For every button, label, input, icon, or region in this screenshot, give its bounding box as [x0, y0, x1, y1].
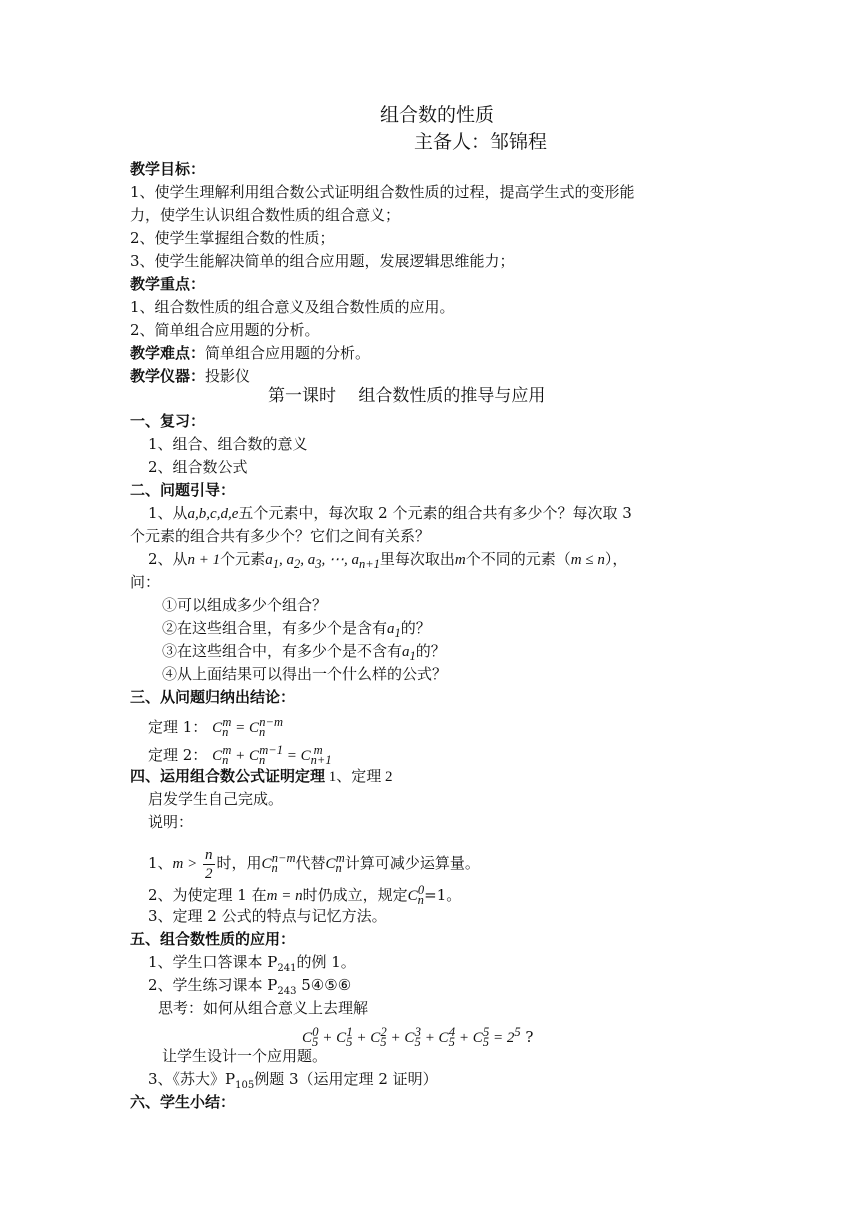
sub-question-2-text: ②在这些组合里，有多少个是含有: [162, 619, 388, 637]
note-2-text-b: 时仍成立，规定: [302, 886, 408, 904]
application-3-page: 105: [235, 1080, 255, 1091]
application-2-page: 243: [277, 986, 297, 997]
goal-3: 3、使学生能解决简单的组合应用题，发展逻辑思维能力；: [130, 252, 515, 270]
question-2-line-1: [148, 548, 627, 575]
application-1-end: 的例 1。: [296, 953, 356, 971]
q2-sequence: $a_1$, $a_2$, $a_3$, ⋯, $a_{n+1}$: [265, 552, 380, 571]
section-6-heading: 六、学生小结：: [130, 1093, 236, 1111]
sub-question-4: ④从上面结果可以得出一个什么样的公式？: [162, 665, 448, 683]
section-4-heading-text: 四、运用组合数公式证明定理: [130, 767, 326, 785]
note-2-equality: m = n: [266, 888, 303, 904]
goals-heading: 教学目标：: [130, 160, 206, 178]
application-2-text: 2、学生练习课本 P: [148, 976, 278, 994]
theorem-2-label: 定理 2：: [148, 746, 208, 764]
sub-question-3-text: ③在这些组合中，有多少个是不含有: [162, 642, 403, 660]
section-5-heading: 五、组合数性质的应用：: [130, 930, 296, 948]
application-3-text: 3、《苏大》P: [148, 1070, 236, 1088]
note-1-number: 1、: [148, 854, 173, 872]
q1-rest: 五个元素中，每次取 2 个元素的组合共有多少个？每次取 3: [238, 504, 632, 522]
note-1-formula-b: $C_n^m$: [325, 851, 345, 875]
application-2-exercises: 5④⑤⑥: [296, 976, 352, 994]
a1-symbol: $a_1$: [387, 621, 401, 640]
question-2-line-2: 问：: [130, 573, 161, 591]
q1-element-set: a,b,c,d,e: [187, 506, 239, 522]
question-1-line-2: 个元素的组合共有多少个？它们之间有关系？: [130, 527, 431, 545]
goal-1-line-1: 1、使学生理解利用组合数公式证明组合数性质的过程，提高学生式的变形能: [130, 183, 635, 201]
note-2-formula: $C_n^0$: [407, 883, 425, 907]
focus-heading: 教学重点：: [130, 275, 206, 293]
instrument-line: [130, 365, 250, 387]
doc-title: 组合数的性质: [380, 104, 495, 126]
goal-1-line-2: 力，使学生认识组合数性质的组合意义；: [130, 206, 401, 224]
doc-author: 主备人：邹锦程: [414, 131, 548, 153]
q2-n-plus-1: n + 1: [187, 552, 221, 568]
q2-mid-2: 里每次取出: [379, 550, 455, 568]
n-over-2-fraction: $\frac{n}{2}$: [205, 847, 213, 883]
note-1-text-a: 时，用: [216, 854, 262, 872]
theorem-1-label: 定理 1：: [148, 718, 208, 736]
sub-question-1: ①可以组成多少个组合？: [162, 596, 328, 614]
section-4-heading-theorems: 1、定理 2: [325, 769, 393, 785]
explanation-label: 说明：: [148, 813, 194, 831]
proof-instruction: 启发学生自己完成。: [148, 790, 284, 808]
focus-1: 1、组合数性质的组合意义及组合数性质的应用。: [130, 298, 455, 316]
focus-2: 2、简单组合应用题的分析。: [130, 321, 320, 339]
application-1-text: 1、学生口答课本 P: [148, 953, 278, 971]
a1-symbol: $a_1$: [402, 644, 416, 663]
note-1-text-b: 代替: [295, 854, 326, 872]
section-1-heading: 一、复习：: [130, 412, 206, 430]
review-item-1: 1、组合、组合数的意义: [148, 435, 308, 453]
q2-mid-3: 个不同的元素（: [465, 550, 571, 568]
lesson-title: 第一课时 组合数性质的推导与应用: [268, 386, 546, 406]
note-1-condition: m > $\frac{n}{2}$: [172, 847, 213, 883]
difficulty-heading: 教学难点：: [130, 344, 206, 362]
goal-2: 2、使学生掌握组合数的性质；: [130, 229, 335, 247]
sub-question-3-end: 的？: [415, 642, 446, 660]
q1-prefix: 1、从: [148, 504, 188, 522]
instrument-text: 投影仪: [205, 367, 251, 385]
theorem-2-formula: $C_n^m + C_n^{m-1} = C_{n+1}^m$: [212, 743, 332, 767]
difficulty-line: [130, 342, 370, 364]
note-2-text-a: 2、为使定理 1 在: [148, 886, 267, 904]
theorem-1-formula: $C_n^m = C_n^{n-m}$: [212, 715, 283, 739]
section-2-heading: 二、问题引导：: [130, 481, 236, 499]
instrument-heading: 教学仪器：: [130, 367, 206, 385]
think-prompt: 思考：如何从组合意义上去理解: [158, 999, 369, 1017]
note-1-text-c: 计算可减少运算量。: [344, 854, 480, 872]
note-3: 3、定理 2 公式的特点与记忆方法。: [148, 907, 387, 925]
binomial-sum-formula: [302, 1021, 533, 1053]
q2-m: m: [454, 552, 466, 568]
section-3-heading: 三、从问题归纳出结论：: [130, 688, 296, 706]
question-1-line-1: [148, 502, 632, 525]
q2-condition: m ≤ n: [570, 552, 605, 568]
section-4-heading: [130, 765, 393, 788]
design-task: 让学生设计一个应用题。: [162, 1047, 328, 1065]
application-3-end: 例题 3（运用定理 2 证明）: [254, 1070, 438, 1088]
difficulty-text: 简单组合应用题的分析。: [205, 344, 371, 362]
note-2-text-c: =1。: [424, 886, 462, 904]
review-item-2: 2、组合数公式: [148, 458, 248, 476]
note-1-formula-a: $C_n^{n-m}$: [261, 851, 296, 875]
binomial-sum-expression: $C_5^0 + C_5^1 + C_5^2 + C_5^3 + C_5^4 + C_5^5 = 2^5$: [302, 1025, 521, 1049]
sub-question-2-end: 的？: [400, 619, 431, 637]
q2-mid: 个元素: [220, 550, 266, 568]
binomial-sum-question-mark: ?: [520, 1028, 534, 1046]
q2-prefix: 2、从: [148, 550, 188, 568]
application-1-page: 241: [277, 963, 297, 974]
q2-end: ），: [604, 550, 628, 568]
